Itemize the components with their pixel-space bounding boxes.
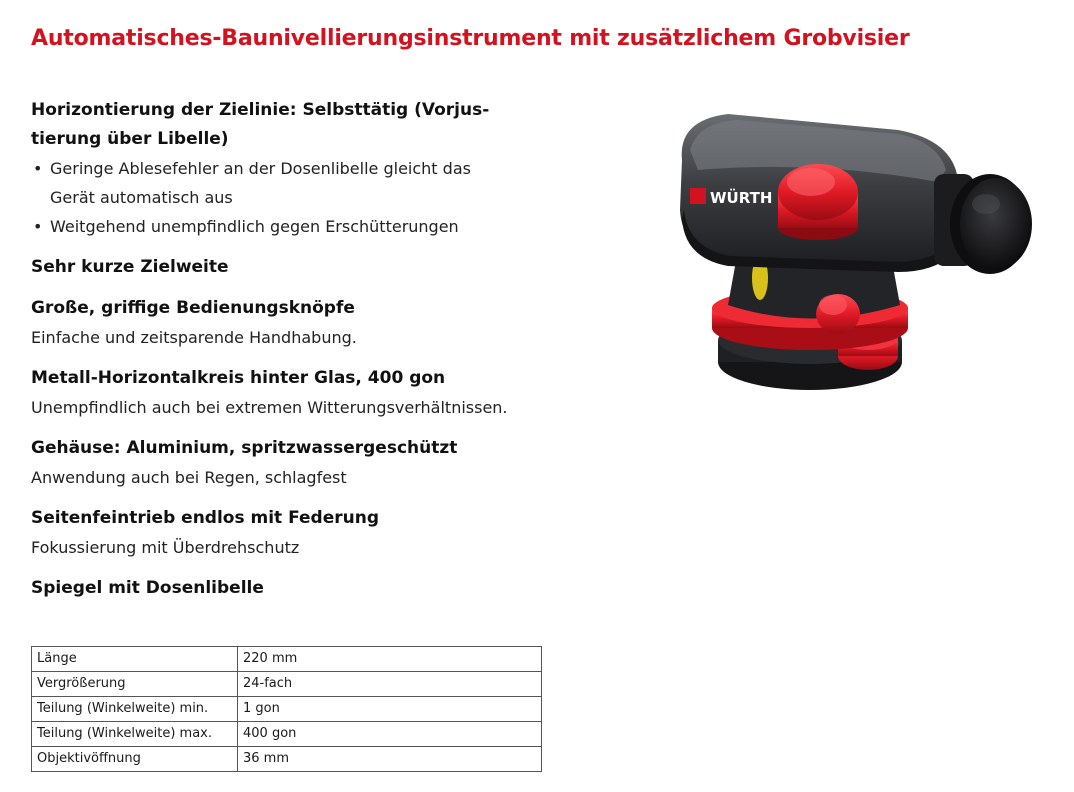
feature-heading: Seitenfeintrieb endlos mit Federung — [31, 508, 380, 528]
spec-key: Teilung (Winkelweite) max. — [32, 722, 238, 747]
brand-logo: WÜRTH — [710, 189, 773, 207]
feature-heading: Metall-Horizontalkreis hinter Glas, 400 gon — [31, 368, 446, 388]
feature-item — [31, 253, 551, 282]
page-title: Automatisches-Baunivellierungsinstrument mit zusätzlichem Grobvisier — [31, 26, 910, 51]
feature-item — [31, 504, 551, 562]
feature-heading: Sehr kurze Zielweite — [31, 257, 229, 277]
feature-description: Einfache und zeitsparende Handhabung. — [31, 328, 357, 347]
feature-list — [31, 96, 551, 615]
list-item: • Geringe Ablesefehler an der Dosenlibelle gleicht das Gerät automatisch aus — [31, 154, 551, 212]
product-image — [668, 100, 1040, 400]
feature-bullets — [31, 154, 551, 241]
spec-key: Teilung (Winkelweite) min. — [32, 697, 238, 722]
feature-heading: Spiegel mit Dosenlibelle — [31, 578, 264, 598]
feature-heading: Gehäuse: Aluminium, spritzwassergeschützt — [31, 438, 458, 458]
table-row — [32, 697, 542, 722]
spec-value: 36 mm — [238, 747, 542, 772]
feature-description: Anwendung auch bei Regen, schlagfest — [31, 468, 347, 487]
spec-value: 400 gon — [238, 722, 542, 747]
table-row — [32, 747, 542, 772]
list-item: • Weitgehend unempfindlich gegen Erschütterungen — [31, 212, 551, 241]
bullet-icon: • — [33, 159, 43, 178]
spec-value: 220 mm — [238, 647, 542, 672]
spec-key: Vergrößerung — [32, 672, 238, 697]
auto-level-device-icon — [668, 100, 1040, 400]
table-row — [32, 672, 542, 697]
feature-heading: Horizontierung der Zielinie: Selbsttätig (Vorjus- tierung über Libelle) — [31, 100, 490, 149]
feature-item — [31, 574, 551, 603]
table-row — [32, 722, 542, 747]
table-row — [32, 647, 542, 672]
spec-value: 24-fach — [238, 672, 542, 697]
spec-key: Objektivöffnung — [32, 747, 238, 772]
feature-heading: Große, griffige Bedienungsknöpfe — [31, 298, 355, 318]
feature-item — [31, 364, 551, 422]
feature-item — [31, 96, 551, 241]
spec-key: Länge — [32, 647, 238, 672]
feature-description: Fokussierung mit Überdrehschutz — [31, 538, 300, 557]
spec-value: 1 gon — [238, 697, 542, 722]
feature-item — [31, 294, 551, 352]
spec-table — [31, 646, 542, 772]
feature-item — [31, 434, 551, 492]
feature-description: Unempfindlich auch bei extremen Witterungsverhältnissen. — [31, 398, 508, 417]
bullet-icon: • — [33, 217, 43, 236]
